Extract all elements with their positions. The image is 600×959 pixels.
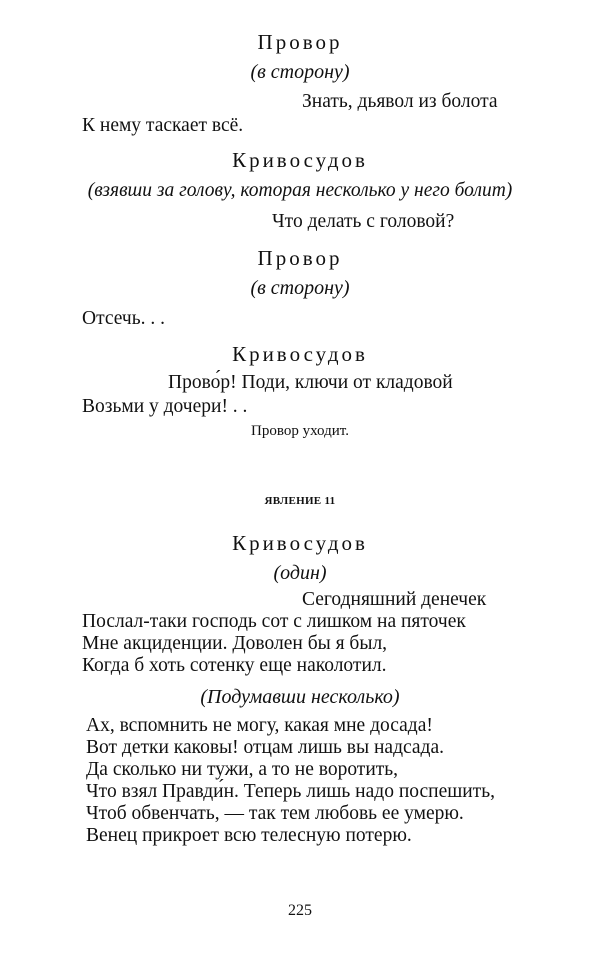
page-number: 225 <box>288 902 312 919</box>
verse-line: Отсечь. . . <box>82 308 165 329</box>
verse-line: Мне акциденции. Доволен бы я был, <box>82 633 388 654</box>
speaker-name: Провор <box>257 246 343 270</box>
verse-line: Венец прикроет всю телесную потерю. <box>86 825 412 846</box>
stage-direction: (в сторону) <box>250 277 350 299</box>
speaker-name: Кривосудов <box>232 531 368 555</box>
verse-line: Да сколько ни тужи, а то не воротить, <box>86 759 399 780</box>
scene-heading: ЯВЛЕНИЕ 11 <box>264 495 336 507</box>
verse-line: Послал-таки господь сот с лишком на пяточек <box>82 611 466 632</box>
verse-line: Что делать с головой? <box>272 211 455 232</box>
stage-direction: (в сторону) <box>250 61 350 83</box>
verse-line: Ах, вспомнить не могу, какая мне досада! <box>86 715 433 736</box>
verse-line: К нему таскает всё. <box>82 115 244 136</box>
speaker-name: Провор <box>257 30 343 54</box>
verse-line: Что взял Правди́н. Теперь лишь надо поспешить, <box>86 781 495 802</box>
stage-direction: (один) <box>273 562 327 584</box>
stage-direction: Провор уходит. <box>251 423 349 439</box>
stage-direction: (взявши за голову, которая несколько у него болит) <box>87 180 513 201</box>
verse-line: Сегодняшний денечек <box>302 589 487 610</box>
verse-line: Прово́р! Поди, ключи от кладовой <box>168 372 453 393</box>
stage-direction: (Подумавши несколько) <box>200 686 400 708</box>
verse-line: Чтоб обвенчать, — так тем любовь ее умерю. <box>86 803 464 824</box>
verse-line: Возьми у дочери! . . <box>82 396 248 417</box>
speaker-name: Кривосудов <box>232 342 368 366</box>
verse-line: Вот детки каковы! отцам лишь вы надсада. <box>86 737 444 758</box>
speaker-name: Кривосудов <box>232 148 368 172</box>
verse-line: Когда б хоть сотенку еще наколотил. <box>82 655 387 676</box>
verse-line: Знать, дьявол из болота <box>302 91 498 112</box>
